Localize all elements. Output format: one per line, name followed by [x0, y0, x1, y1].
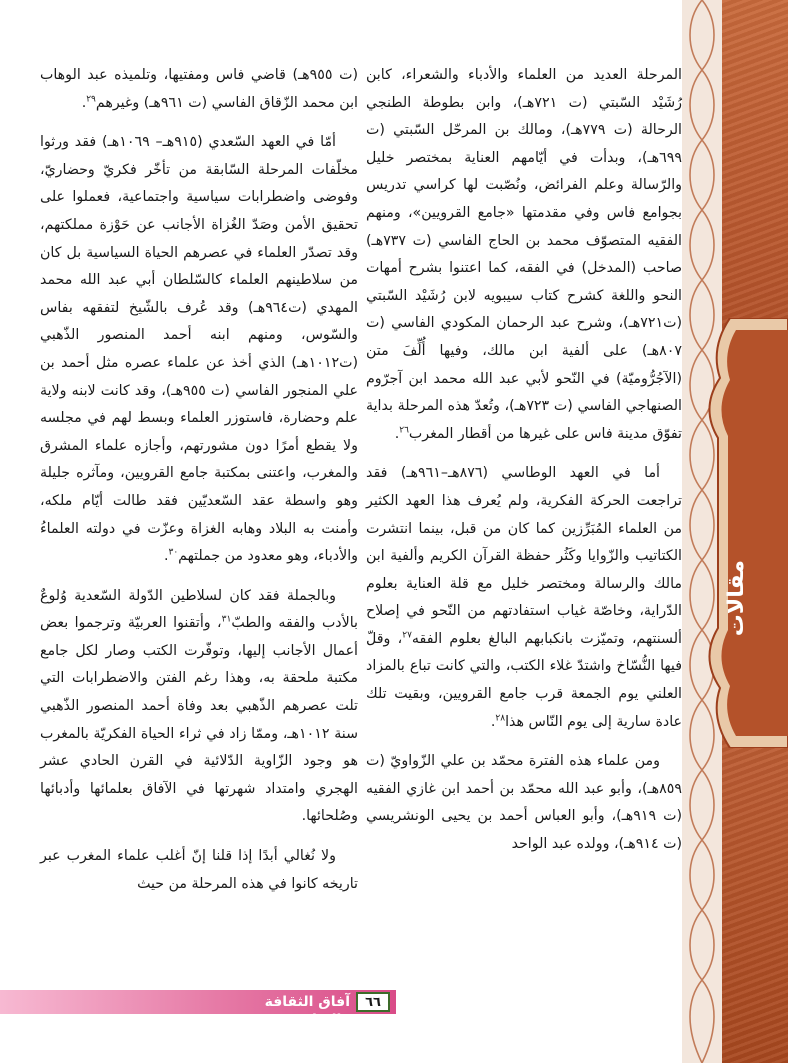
column-divider: [361, 62, 362, 984]
paragraph-text: وبالجملة فقد كان لسلاطين الدّولة السّعدية وُلوعٌ بالأدب والفقه والطبّ: [40, 587, 358, 632]
paragraph-text: المرحلة العديد من العلماء والأدباء والشعراء، كابن رُشَيْد السّبتي (ت ٧٢١هـ)، وابن بطوطة الطنجي الرحالة (ت ٧٧٩هـ)، ومالك بن المرحّل السّبتي (ت ٦٩٩هـ)، وبدأت في أيّامهم العناية بمختصر خليل والرّسالة وعلم الفرائض، ونُصّبت لها كراسي تدريس بجوامع فاس وفي مقدمتها «جامع القرويين»، ومنهم الفقيه المتصوّف محمد بن الحاج الفاسي (ت ٧٣٧هـ) صاحب (المدخل) في الفقه، كما اعتنوا بشرح أمهات النحو واللغة كشرح كتاب سيبويه لابن رُشَيْد السّبتي (ت٧٢١هـ)، وشرح عبد الرحمان المكودي الفاسي (ت ٨٠٧هـ) على ألفية ابن مالك، وفيها أُلِّفَ متن (الآجُرُّوميّة) في النّحو لأبي عبد الله محمد ابن آجرّوم الصنهاجي الفاسي (ت ٧٢٣هـ)، وتُعدّ هذه المرحلة بداية تفوّق مدينة فاس على غيرها من أقطار المغرب: [366, 67, 683, 442]
paragraph-text: (ت ٩٥٥هـ) قاضي فاس ومفتيها، وتلميذه عبد الوهاب ابن محمد الزّقاق الفاسي (ت ٩٦١هـ) وغيرهم: [40, 67, 358, 111]
paragraph: وبالجملة فقد كان لسلاطين الدّولة السّعدية وُلوعٌ بالأدب والفقه والطبّ$^{٣١}$، وأتقنوا العربيّة وترجموا بعض أعمال الأجانب إليها، وتوفّرت الكتب وصار لكل جامع مكتبة ملحقة به، وهذا رغم الفتن والاضطرابات التي تلت عصرهم الذّهبي بعد وفاة أحمد المنصور الذّهبي سنة ١٠١٢هـ، وممّا زاد في ثراء الحياة الفكريّة بالمغرب هو وجود الزّاوية الدّلائية في القرن الحادي عشر الهجري وامتداد شهرتها في الآفاق بعلمائها وأدبائها وصُلحائها.: [40, 587, 358, 825]
paragraph-text: أما في العهد الوطاسي (٨٧٦هـ–٩٦١هـ) فقد تراجعت الحركة الفكرية، ولم يُعرف هذا العهد الكثير من العلماء المُبَرِّزين كما كان من قبل، بينما انتشرت الكتاتيب والزّوايا وكَثُر حفظة القرآن الكريم وألفية ابن مالك والرسالة ومختصر خليل مع قلة العناية بعلوم الدّراية، وخاصّة غياب استفادتهم من النّحو في إصلاح ألسنتهم، وتميّزت بانكبابهم البالغ بعلوم الفقه: [366, 465, 682, 647]
paragraph-text: ولا نُغالي أبدًا إذا قلنا إنّ أغلب علماء المغرب عبر تاريخه كانوا في هذه المرحلة من حيث: [40, 848, 358, 892]
decorative-side-band: [682, 0, 788, 1063]
section-label: مقالات: [724, 560, 749, 637]
paragraph-text: أمّا في العهد السّعدي (٩١٥هـ– ١٠٦٩هـ) فقد ورثوا مخلّفات المرحلة السّابقة من تأخّر فكريّ وحضاريّ، وفوضى واضطرابات سياسية واجتماعية، فعملوا على تحقيق الأمن وصَدّ الغُزاة الأجانب عن حَوْزة مملكتهم، وقد تصدّر العلماء في عصرهم الحياة السياسية بل كان من سلاطينهم العلماء كالسّلطان أبي عبد الله محمد المهدي (ت٩٦٤هـ) وقد عُرف بالشّيخ لتفقهه بفاس والسّوس، ومنهم ابنه أحمد المنصور الذّهبي (ت١٠١٢هـ) الذي أخذ عن علماء عصره مثل أحمد بن علي المنجور الفاسي (ت ٩٥٥هـ)، وقد كانت لابنه ولاية علم وحضارة، فاستوزر العلماء وبسط لهم في مجلسه ولا يقطع أمرًا دون مشورتهم، وأجازه علماء المشرق والمغرب، واعتنى بمكتبة جامع القرويين، ومآثره جليلة وهو واسطة عقد السّعديّين فقد طالت أيّام ملكه، وأمنت به البلاد وهابه الغزاة وعزّت في دولته العلماءُ والأدباء، وهو معدود من جملتهم: [40, 134, 358, 565]
magazine-title: آفاق الثقافة والتراث: [264, 994, 350, 1028]
footnote-mark: ٢٧: [402, 630, 412, 641]
paragraph: أما في العهد الوطاسي (٨٧٦هـ–٩٦١هـ) فقد تراجعت الحركة الفكرية، ولم يُعرف هذا العهد الكثير من العلماء المُبَرِّزين كما كان من قبل، بينما انتشرت الكتاتيب والزّوايا وكَثُر حفظة القرآن الكريم وألفية ابن مالك والرسالة ومختصر خليل مع قلة العناية بعلوم الدّراية، وخاصّة غياب استفادتهم من النّحو في إصلاح ألسنتهم، وتميّزت بانكبابهم البالغ بعلوم الفقه$^{٢٧}$، وقلّ فيها النُّسّاخ واشتدّ غلاء الكتب، والتي كانت تباع بالمزاد العلني يوم الجمعة قرب جامع القرويين، وبقيت تلك عادة سارية إلى يوم النّاس هذا$^{٢٨}$.: [366, 465, 682, 730]
paragraph: أمّا في العهد السّعدي (٩١٥هـ– ١٠٦٩هـ) فقد ورثوا مخلّفات المرحلة السّابقة من تأخّر فكريّ وحضاريّ، وفوضى واضطرابات سياسية واجتماعية، فعملوا على تحقيق الأمن وصَدّ الغُزاة الأجانب عن حَوْزة مملكتهم، وقد تصدّر العلماء في عصرهم الحياة السياسية بل كان من سلاطينهم العلماء كالسّلطان أبي عبد الله محمد المهدي (ت٩٦٤هـ) وقد عُرف بالشّيخ لتفقهه بفاس والسّوس، ومنهم ابنه أحمد المنصور الذّهبي (ت١٠١٢هـ) الذي أخذ عن علماء عصره مثل أحمد بن علي المنجور الفاسي (ت ٩٥٥هـ)، وقد كانت لابنه ولاية علم وحضارة، فاستوزر العلماء وبسط لهم في مجلسه ولا يقطع أمرًا دون مشورتهم، وأجازه علماء المشرق والمغرب، واعتنى بمكتبة جامع القرويين، ومآثره جليلة وهو واسطة عقد السّعديّين فقد طالت أيّام ملكه، وأمنت به البلاد وهابه الغزاة وعزّت في دولته العلماءُ والأدباء، وهو معدود من جملتهم$^{٣٠}$.: [40, 134, 358, 565]
footnote-mark: ٢٦: [399, 424, 409, 435]
paragraph: (ت ٩٥٥هـ) قاضي فاس ومفتيها، وتلميذه عبد الوهاب ابن محمد الزّقاق الفاسي (ت ٩٦١هـ) وغيرهم$^{٢٩}$.: [40, 67, 358, 111]
footnote-mark: ٣١: [221, 614, 232, 625]
paragraph-text: وقلّ فيها النُّسّاخ واشتدّ غلاء الكتب، والتي كانت تباع بالمزاد العلني يوم الجمعة قرب جامع القرويين، وبقيت تلك عادة سارية إلى يوم النّاس هذا: [366, 630, 682, 730]
paragraph: [366, 748, 682, 858]
paragraph: المرحلة العديد من العلماء والأدباء والشعراء، كابن رُشَيْد السّبتي (ت ٧٢١هـ)، وابن بطوطة الطنجي الرحالة (ت ٧٧٩هـ)، ومالك بن المرحّل السّبتي (ت ٦٩٩هـ)، وبدأت في أيّامهم العناية بمختصر خليل والرّسالة وعلم الفرائض، ونُصّبت لها كراسي تدريس بجوامع فاس وفي مقدمتها «جامع القرويين»، ومنهم الفقيه المتصوّف محمد بن الحاج الفاسي (ت ٧٣٧هـ) صاحب (المدخل) في الفقه، كما اعتنوا بشرح أمهات النحو واللغة كشرح كتاب سيبويه لابن رُشَيْد السّبتي (ت٧٢١هـ)، وشرح عبد الرحمان المكودي الفاسي (ت ٨٠٧هـ) على ألفية ابن مالك، وفيها أُلِّفَ متن (الآجُرُّوميّة) في النّحو لأبي عبد الله محمد ابن آجرّوم الصنهاجي الفاسي (ت ٧٢٣هـ)، وتُعدّ هذه المرحلة بداية تفوّق مدينة فاس على غيرها من أقطار المغرب$^{٢٦}$.: [366, 67, 683, 442]
footnote-mark: ٢٨: [495, 712, 506, 723]
footnote-mark: ٣٠: [168, 547, 179, 558]
paragraph-text: وأتقنوا العربيّة وترجموا بعض أعمال الأجانب إليها، وتوفّرت الكتب وصار لكل جامع مكتبة ملحقة به، وهذا رغم الفتن والاضطرابات التي تلت عصرهم الذّهبي بعد وفاة أحمد المنصور الذّهبي سنة ١٠١٢هـ، وممّا زاد في ثراء الحياة الفكريّة بالمغرب هو وجود الزّاوية الدّلائية في القرن الحادي عشر الهجري وامتداد شهرتها في الآفاق بعلمائها وأدبائها وصُلحائها.: [40, 615, 358, 825]
footnote-mark: ٢٩: [86, 93, 96, 104]
right-column: [366, 62, 682, 871]
paragraph-text: ومن علماء هذه الفترة محمّد بن علي الزّواويّ (ت ٨٥٩هـ)، وأبو عبد الله محمّد بن أحمد ابن غازي الفقيه (ت ٩١٩هـ)، وأبو العباس أحمد بن يحيى الونشريسي (ت ٩١٤هـ)، وولده عبد الواحد: [366, 753, 682, 853]
paragraph: [40, 843, 358, 898]
page-number: ٦٦: [356, 992, 390, 1012]
left-column: [40, 62, 358, 910]
section-tab-ornament: [700, 318, 788, 748]
